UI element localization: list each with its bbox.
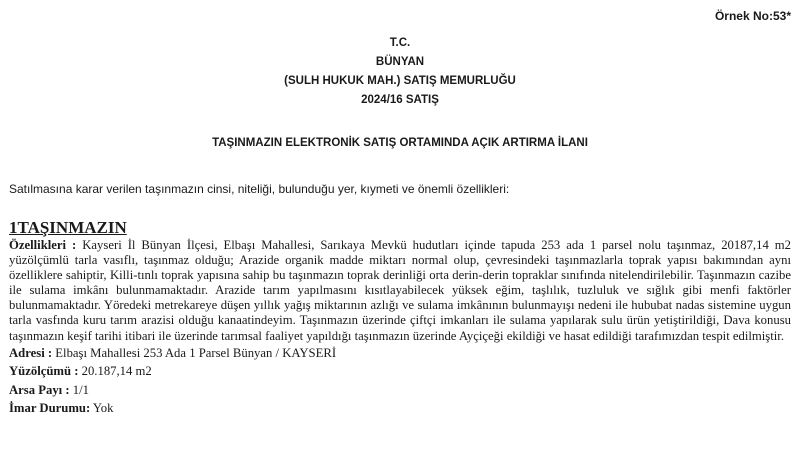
land-share-value: 1/1 xyxy=(69,382,89,397)
property-features xyxy=(9,238,791,344)
header-file-number: 2024/16 SATIŞ xyxy=(361,94,439,106)
header-city: BÜNYAN xyxy=(375,56,425,68)
sample-number: Örnek No:53* xyxy=(714,9,791,23)
property-heading: 1TAŞINMAZIN xyxy=(9,218,127,237)
header-office: (SULH HUKUK MAH.) SATIŞ MEMURLUĞU xyxy=(284,75,516,87)
area-value: 20.187,14 m2 xyxy=(78,364,152,379)
features-text: Kayseri İl Bünyan İlçesi, Elbaşı Mahallesi, Sarıkaya Mevkü hudutları içinde tapuda 253 ada 1 parsel nolu taşınmaz, 20187,14 m2 yüzölçümlü tarla vasıflı, taşınmaz olduğu; Arazide organik madde miktarı normal olup, çevresindeki taşınmazlarla toprak yapısı bakımından aynı özelliklere sahiptir, Killi-tınlı toprak yapısına sahip bu taşınmazın toprak derinliği orta derin-derin topraklar sınıfında nitelendirilebilir. Taşınmazın cazibe ile sulama imkânı bulunmamaktadır. Arazide tarım yapılmasını kısıtlayabilecek yüksek eğim, taşlılık, tuzluluk ve sığlık gibi menfi faktörler bulunmamaktadır. Yöredeki metrekareye düşen yıllık yağış miktarının azlığı ve sulama imkânının bulunmayışı nedeni ile hububat nadas sistemine uygun tarla vasfında kuru tarım arazisi olduğu kanaatindeyim. Taşınmazın üzerinde çiftçi imkanları ile sulama yapılarak sulu ürün yetiştirildiği, Dava konusu taşınmazın keşif tarihi itibari ile üzerinde tarımsal faaliyet yapıldığı taşınmazın üzerinde Ayçiçeği ekildiği ve hasat edildiği tarafımızdan tespit edilmiştir. xyxy=(9,238,791,343)
zoning-label: İmar Durumu: xyxy=(9,401,91,416)
property-area xyxy=(9,362,791,381)
address-label: Adresi : xyxy=(9,345,53,360)
document-header xyxy=(0,34,800,110)
zoning-value: Yok xyxy=(90,401,114,416)
intro-text: Satılmasına karar verilen taşınmazın cinsi, niteliği, bulunduğu yer, kıymeti ve önemli özellikleri: xyxy=(9,182,510,196)
property-section xyxy=(9,218,791,418)
area-label: Yüzölçümü : xyxy=(9,364,79,379)
header-country: T.C. xyxy=(389,37,411,49)
address-value: Elbaşı Mahallesi 253 Ada 1 Parsel Bünyan / KAYSERİ xyxy=(52,345,337,360)
property-address xyxy=(9,344,791,363)
land-share-label: Arsa Payı : xyxy=(9,382,70,397)
announcement-title: TAŞINMAZIN ELEKTRONİK SATIŞ ORTAMINDA AÇIK ARTIRMA İLANI xyxy=(212,137,588,149)
property-land-share xyxy=(9,381,791,400)
property-zoning xyxy=(9,399,791,418)
features-label: Özellikleri : xyxy=(9,238,77,252)
